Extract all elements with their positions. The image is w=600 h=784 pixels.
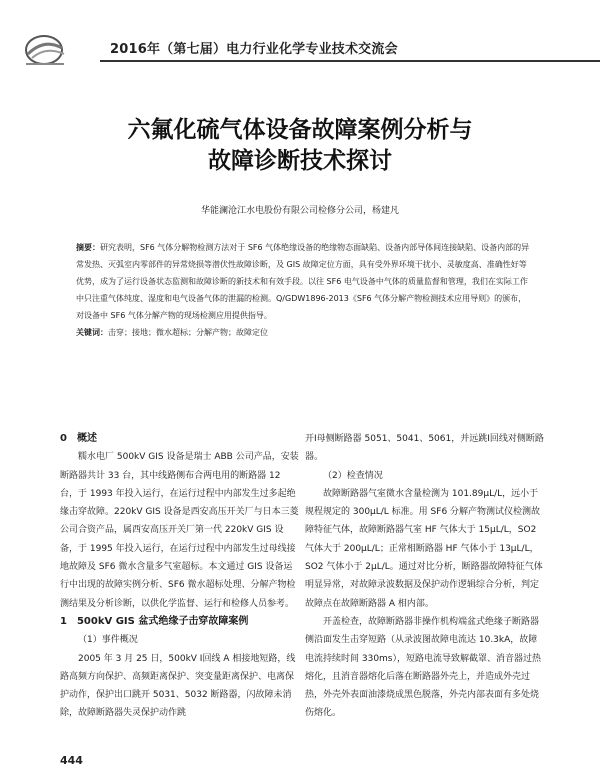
section-1-subheading-1: （1）事件概况 [78, 635, 138, 646]
right-column [305, 430, 545, 723]
abstract-text: 研究表明，SF6 气体分解物检测方法对于 SF6 气体绝缘设备的绝缘物态面缺陷、设备内部导体间连接缺陷、设备内部的异常发热、灭弧室内零部件的异常烧损等潜伏性故障诊断，及 GIS 故障定位方面，具有受外界环境干扰小、灵敏度高、准确性好等优势，成为了运行设备状态监测和故障诊断的新技术和有效手段。以往 SF6 电气设备中气体的质量监督和管理，我们在实际工作中只注重气体纯度、湿度和电气设备气体的泄漏的检测。Q/GDW1896-2013《SF6 气体分解产物检测技术应用导则》的颁布，对设备中 SF6 气体分解产物的现场检测应用提供指导。 [76, 243, 530, 320]
section-0-heading: 0 概述 [60, 433, 97, 444]
paper-title [0, 115, 600, 177]
keywords-text: 击穿；接地；微水超标；分解产物；故障定位 [108, 328, 268, 337]
section-0-paragraph: 糯水电厂 500kV GIS 设备是瑞士 ABB 公司产品，安装断路器共计 33 台，其中线路侧布合两电用的断路器 12 台，于 1993 年投入运行，在运行过程中内部发生过多起绝缘击穿故障。220kV GIS 设备是西安高压开关厂与日本三菱公司合资产品，属西安高压开关厂第一代 220kV GIS 设备，于 1995 年投入运行，在运行过程中内部发生过母线接地故障及 SF6 微水含量多气室超标。本文通过 GIS 设备运行中出现的故障实例分析、SF6 微水超标处理、分解产物检测结果及分析诊断，以供化学监督、运行和检修人员参考。 [60, 452, 299, 609]
page-number: 444 [60, 754, 83, 767]
header-divider [100, 60, 600, 62]
abstract-label: 摘要： [76, 243, 100, 252]
conference-logo-icon [18, 30, 78, 70]
keywords-label: 关键词： [76, 328, 108, 337]
paper-authors: 华能澜沧江水电股份有限公司检修分公司，杨建凡 [200, 206, 399, 216]
page-header [0, 0, 600, 78]
paper-title-line-1: 六氟化硫气体设备故障案例分析与 [127, 117, 473, 143]
keywords-line [76, 324, 532, 341]
section-1-paragraph-1: 2005 年 3 月 25 日，500kV Ⅰ回线 A 相接地短路，线路高频方向保护、高频距离保护、突变量距离保护、电离保护动作，保护出口跳开 5031、5032 断路器，闪故障未消除，故障断路器失灵保护动作跳 [60, 653, 296, 719]
section-1-subheading-2: （2）检查情况 [323, 470, 383, 481]
abstract-block [76, 239, 532, 341]
left-column [60, 430, 300, 723]
paper-title-line-2: 故障诊断技术探讨 [208, 148, 392, 174]
section-1-heading: 1 500kV GIS 盆式绝缘子击穿故障案例 [60, 615, 249, 627]
right-paragraph-0: 开Ⅰ母侧断路器 5051、5041、5061，并远跳Ⅰ回线对侧断路器。 [305, 434, 544, 463]
right-paragraph-1: 故障断路器气室微水含量检测为 101.89μL/L，远小于规程规定的 300μL/L 标准。用 SF6 分解产物测试仪检测故障特征气体，故障断路器气室 HF 气体大于 15μL/L，SO2 气体大于 200μL/L；正常相断路器 HF 气体小于 13μL/L，SO2 气体小于 2μL/L。通过对比分析，断路器故障特征气体明显异常，对故障录波数据及保护动作逻辑综合分析，判定故障点在故障断路器 A 相内部。 [305, 488, 543, 609]
right-paragraph-2: 开盖检查，故障断路器非操作机构端盆式绝缘子断路器侧沿面发生击穿短路（从录波图故障电流达 10.3kA，故障电流持续时间 330ms），短路电流导致解截罩、消音器过热熔化，且消音器熔化后落在断路器外壳上，并造成外壳过热，外壳外表面油漆烧成黑色脱落，外壳内部表面有多处烧伤熔化。 [305, 616, 541, 719]
conference-title: 2016年（第七届）电力行业化学专业技术交流会 [110, 42, 398, 57]
